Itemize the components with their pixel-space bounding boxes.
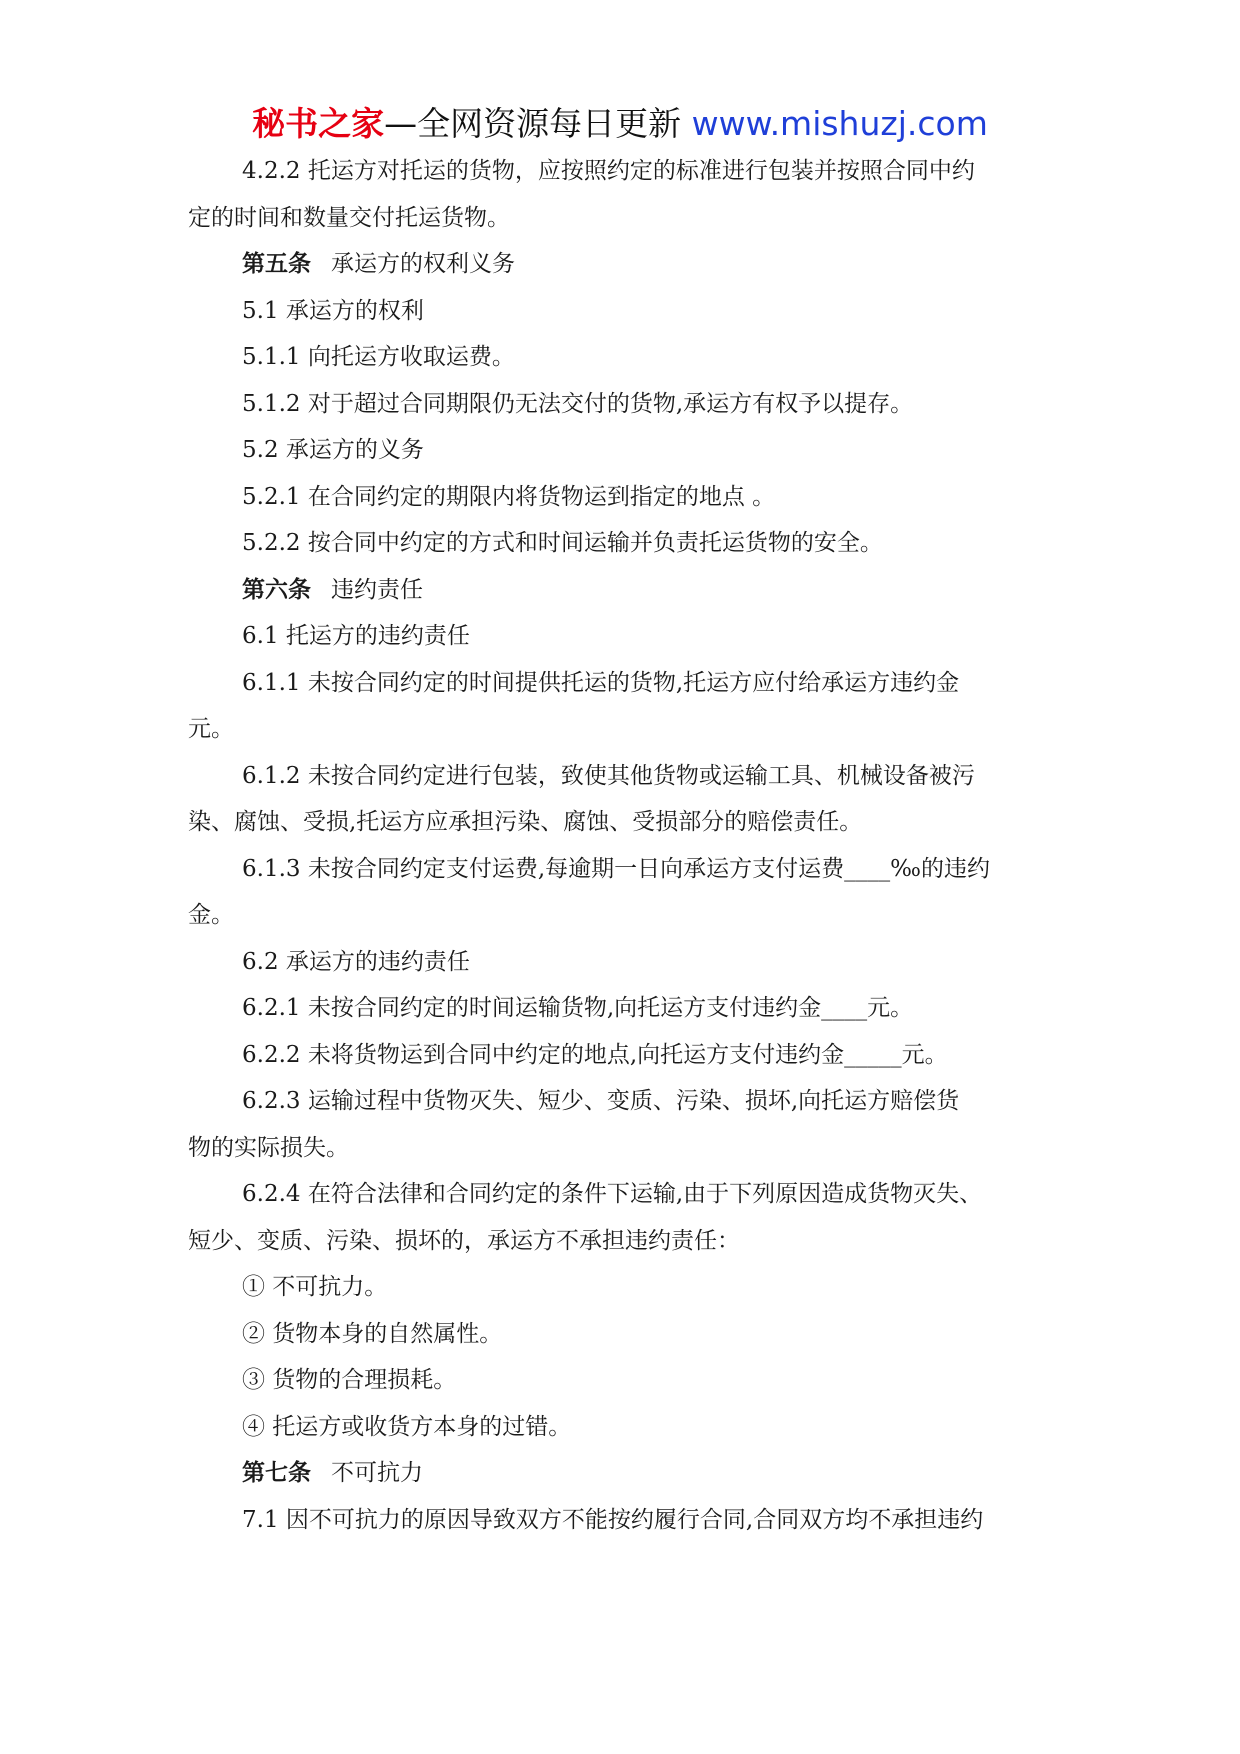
paragraph-line: 7.1 因不可抗力的原因导致双方不能按约履行合同,合同双方均不承担违约	[242, 1506, 984, 1533]
paragraph-line: 金。	[188, 902, 234, 928]
article-title: 不可抗力	[331, 1460, 423, 1486]
article-number: 第五条	[242, 250, 311, 277]
list-item: ③ 货物的合理损耗。	[242, 1367, 457, 1393]
paragraph-line: 定的时间和数量交付托运货物。	[188, 204, 510, 231]
header-tagline: —全网资源每日更新	[384, 104, 682, 143]
article-heading	[188, 1450, 1068, 1497]
paragraph-line: 元。	[188, 716, 234, 742]
article-title: 承运方的权利义务	[331, 251, 515, 277]
page-header	[0, 100, 1240, 148]
list-item: ② 货物本身的自然属性。	[242, 1320, 503, 1347]
paragraph-line: 5.2 承运方的义务	[242, 437, 424, 463]
article-heading	[188, 567, 1068, 614]
article-number: 第六条	[242, 575, 311, 603]
paragraph-line: 6.1.3 未按合同约定支付运费,每逾期一日向承运方支付运费____‰的违约	[242, 855, 991, 882]
paragraph-line: 5.1 承运方的权利	[242, 297, 424, 324]
paragraph-line: 6.1.1 未按合同约定的时间提供托运的货物,托运方应付给承运方违约金	[242, 669, 960, 696]
paragraph-line: 6.1 托运方的违约责任	[242, 623, 470, 649]
paragraph-line: 6.2.3 运输过程中货物灭失、短少、变质、污染、损坏,向托运方赔偿货	[242, 1088, 960, 1114]
paragraph-line: 5.1.1 向托运方收取运费。	[242, 344, 515, 370]
paragraph-line: 短少、变质、污染、损坏的，承运方不承担违约责任：	[188, 1227, 740, 1254]
document-body	[188, 148, 1068, 1543]
paragraph-line: 6.1.2 未按合同约定进行包装，致使其他货物或运输工具、机械设备被污	[242, 762, 975, 789]
paragraph-line: 6.2.1 未按合同约定的时间运输货物,向托运方支付违约金____元。	[242, 995, 914, 1021]
paragraph-line: 6.2.2 未将货物运到合同中约定的地点,向托运方支付违约金_____元。	[242, 1041, 948, 1068]
article-number: 第七条	[242, 1459, 311, 1486]
paragraph-line: 5.2.1 在合同约定的期限内将货物运到指定的地点 。	[242, 483, 776, 510]
paragraph-line: 6.2 承运方的违约责任	[242, 948, 470, 975]
paragraph-line: 4.2.2 托运方对托运的货物，应按照约定的标准进行包装并按照合同中约	[242, 158, 975, 184]
list-item: ① 不可抗力。	[242, 1274, 388, 1300]
paragraph-line: 物的实际损失。	[188, 1134, 349, 1161]
header-brand: 秘书之家	[252, 104, 385, 143]
paragraph-line: 5.2.2 按合同中约定的方式和时间运输并负责托运货物的安全。	[242, 530, 883, 556]
paragraph-line: 染、腐蚀、受损,托运方应承担污染、腐蚀、受损部分的赔偿责任。	[188, 809, 863, 835]
list-item: ④ 托运方或收货方本身的过错。	[242, 1413, 572, 1440]
article-title: 违约责任	[331, 576, 423, 603]
paragraph-line: 6.2.4 在符合法律和合同约定的条件下运输,由于下列原因造成货物灭失、	[242, 1181, 983, 1207]
paragraph-line: 5.1.2 对于超过合同期限仍无法交付的货物,承运方有权予以提存。	[242, 390, 914, 417]
header-url[interactable]: www.mishuzj.com	[691, 104, 988, 143]
article-heading	[188, 241, 1068, 288]
